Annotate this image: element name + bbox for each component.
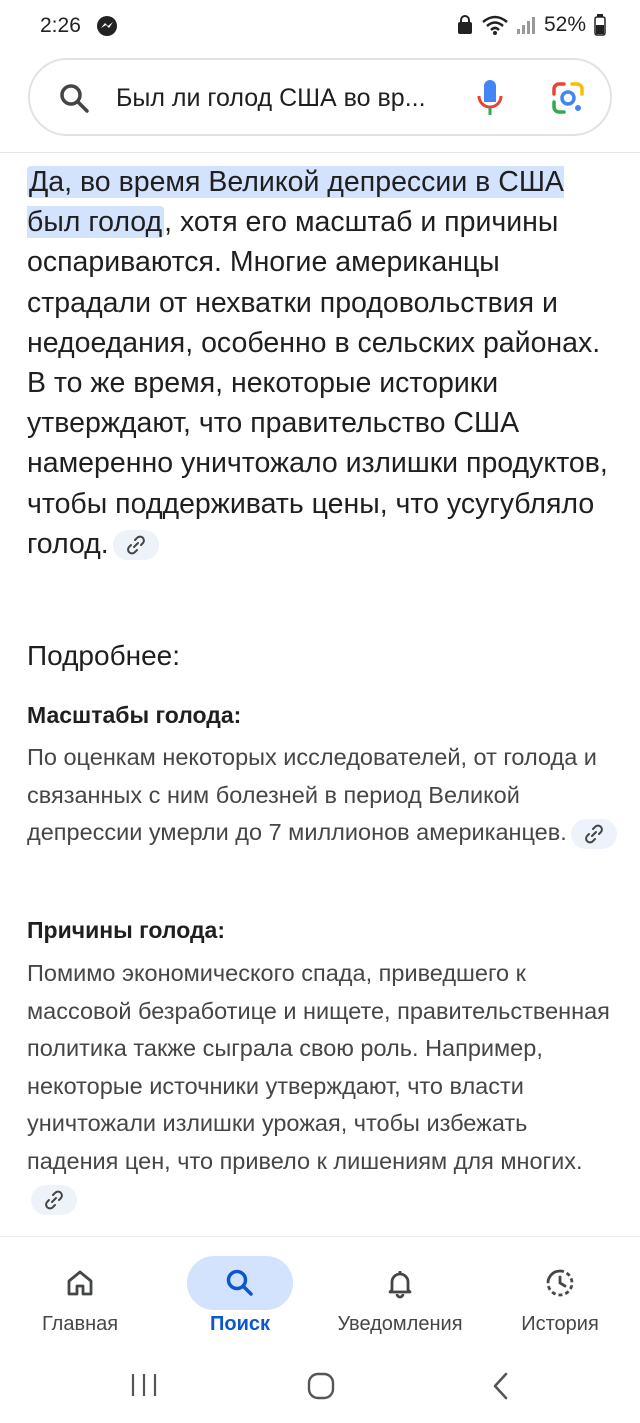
lock-app-icon	[456, 15, 474, 35]
source-link-button[interactable]	[571, 819, 617, 849]
status-icons	[456, 13, 606, 37]
wifi-icon	[482, 15, 508, 35]
battery-icon	[594, 14, 606, 36]
link-icon	[584, 824, 604, 844]
detail-body-scale-text: По оценкам некоторых исследователей, от голода и связанных с ним болезней в период Великой депрессии умерли до 7 миллионов американцев.	[27, 744, 597, 845]
answer-highlight: Да, во время Великой депрессии в США был голод	[27, 166, 564, 239]
battery-percent: 52%	[543, 13, 586, 36]
link-icon	[126, 535, 146, 555]
detail-body-causes	[27, 955, 617, 1218]
google-lens-icon[interactable]	[550, 80, 586, 116]
nav-history-label: История	[521, 1313, 599, 1335]
source-link-button[interactable]	[113, 530, 159, 560]
nav-home-label: Главная	[41, 1313, 119, 1335]
history-icon	[544, 1267, 576, 1299]
microphone-icon[interactable]	[474, 78, 506, 118]
recent-apps-icon[interactable]	[130, 1372, 158, 1398]
link-icon	[44, 1190, 64, 1210]
source-link-button[interactable]	[31, 1185, 77, 1215]
detail-heading-causes: Причины голода:	[27, 917, 225, 943]
detail-heading-scale: Масштабы голода:	[27, 702, 242, 728]
divider	[0, 152, 640, 153]
answer-text	[27, 162, 617, 564]
search-icon	[224, 1267, 256, 1299]
home-icon	[64, 1267, 96, 1299]
detail-body-causes-text: Помимо экономического спада, приведшего к массовой безработице и нищете, правительственная политика также сыграла свою роль. Например, некоторые источники утверждают, что власти уничтожали излишки урожая, чтобы избежать падения цен, что привело к лишениям для многих.	[27, 960, 610, 1174]
detail-body-scale	[27, 739, 617, 852]
nav-notifications[interactable]	[320, 1237, 480, 1357]
system-navigation-bar	[0, 1356, 640, 1423]
search-icon[interactable]	[58, 82, 90, 114]
nav-search-label: Поиск	[209, 1313, 271, 1335]
nav-notifications-label: Уведомления	[337, 1313, 463, 1335]
signal-icon	[516, 15, 536, 35]
answer-body: , хотя его масштаб и причины оспариваются. Многие американцы страдали от нехватки продовольствия и недоедания, особенно в сельских районах. В то же время, некоторые историки утверждают, что правительство США намеренно уничтожало излишки продуктов, чтобы поддерживать цены, что усугубляло голод.	[27, 206, 608, 560]
bottom-navigation	[0, 1236, 640, 1357]
search-bar[interactable]	[28, 58, 612, 136]
nav-home[interactable]	[0, 1237, 160, 1357]
nav-history[interactable]	[480, 1237, 640, 1357]
details-title: Подробнее:	[27, 640, 180, 671]
search-input[interactable]: Был ли голод США во вр...	[116, 84, 426, 112]
nav-search[interactable]	[160, 1237, 320, 1357]
bell-icon	[384, 1267, 416, 1299]
status-bar	[0, 0, 640, 52]
messenger-icon	[96, 15, 118, 37]
status-time: 2:26	[40, 14, 81, 37]
home-button-icon[interactable]	[307, 1372, 335, 1400]
back-icon[interactable]	[490, 1370, 512, 1402]
